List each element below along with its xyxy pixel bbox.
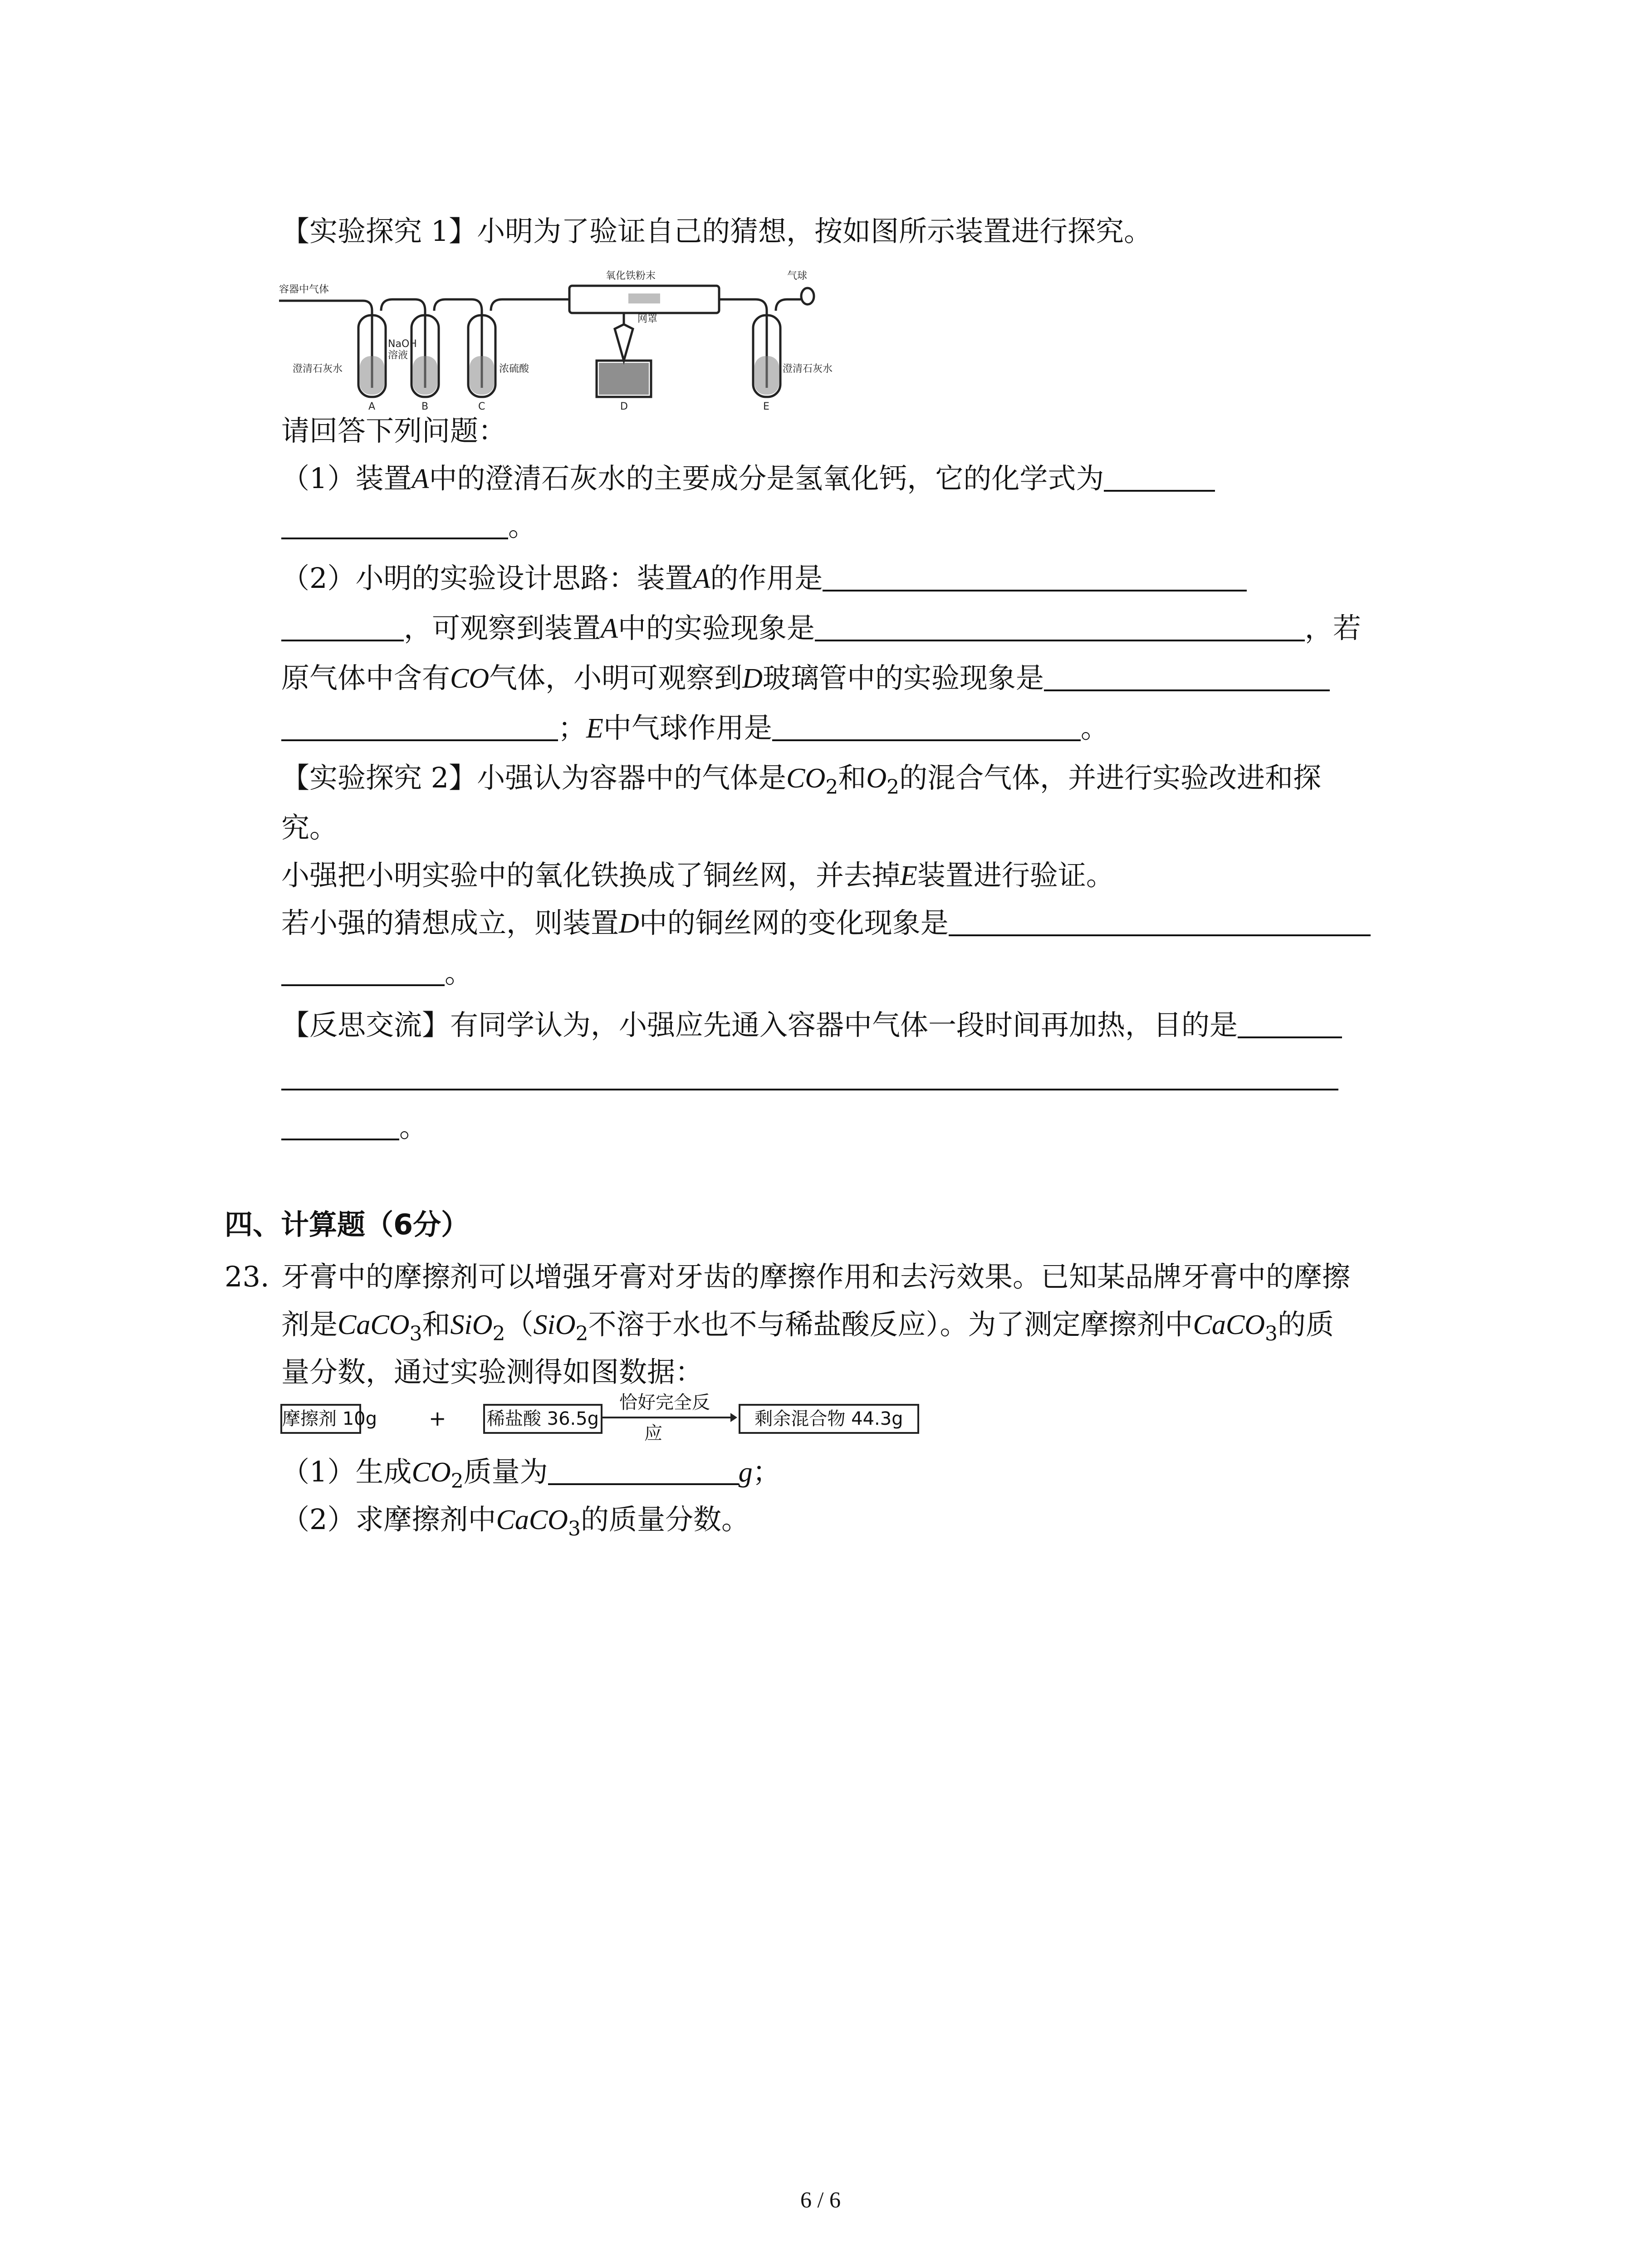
explore2-answer-blank-b[interactable] xyxy=(281,957,445,986)
explore1-text: 小明为了验证自己的猜想，按如图所示装置进行探究。 xyxy=(477,215,1152,248)
letter-d: D xyxy=(620,401,628,412)
explore2-var-d: D xyxy=(619,908,639,939)
explore2-o2-sub: 2 xyxy=(887,776,900,799)
plus-sign: + xyxy=(429,1406,446,1431)
arrow-label-bottom: 应 xyxy=(644,1423,662,1444)
q23-text1: 牙膏中的摩擦剂可以增强牙膏对牙齿的摩擦作用和去污效果。已知某品牌牙膏中的摩擦 xyxy=(281,1260,1351,1293)
balloon-label: 气球 xyxy=(787,270,808,282)
explore2-text1: 小强认为容器中的气体是 xyxy=(477,761,787,794)
q23-sub2-number: （2） xyxy=(281,1503,356,1536)
acid-box: 稀盐酸 36.5g xyxy=(483,1404,603,1434)
q1-end: 。 xyxy=(508,509,537,543)
explore2-line5 xyxy=(281,955,473,991)
explore2-end: 。 xyxy=(445,956,473,989)
reflect-heading: 【反思交流】 xyxy=(281,1008,451,1041)
reflect-line1 xyxy=(281,1007,1342,1043)
section4-title: 四、计算题（6分） xyxy=(225,1208,470,1241)
reflect-answer-blank-b[interactable] xyxy=(281,1061,1338,1090)
explore1-heading: 【实验探究 1】 xyxy=(281,215,477,248)
letter-b: B xyxy=(421,401,429,412)
q23-sio2: SiO xyxy=(450,1310,493,1340)
q2-answer-blank-c[interactable] xyxy=(815,612,1305,641)
explore2-co2: CO xyxy=(786,763,826,794)
q2-var-e: E xyxy=(586,713,603,744)
q2-line2 xyxy=(281,610,1361,647)
q23-line2 xyxy=(281,1306,1334,1343)
q1-var-a: A xyxy=(411,464,429,494)
q1-answer-blank-b[interactable] xyxy=(281,510,508,539)
q2-answer-blank-d[interactable] xyxy=(1044,662,1330,691)
q23-caco3-b: CaCO xyxy=(1193,1310,1265,1340)
q2-text9: ； xyxy=(558,711,587,744)
q1-text-pre: 装置 xyxy=(355,462,412,495)
q23-line1 xyxy=(225,1259,1350,1295)
q2-text5: ，若 xyxy=(1304,611,1361,645)
q23-caco3-sub: 3 xyxy=(409,1322,422,1345)
q23-text2a: 剂是 xyxy=(281,1308,338,1341)
letter-c: C xyxy=(478,401,485,412)
q23-and: 和 xyxy=(422,1308,451,1341)
q1-line2 xyxy=(281,508,536,544)
q23-unit-g: g xyxy=(738,1457,753,1488)
q1-line xyxy=(281,460,1215,497)
explore2-line1 xyxy=(281,760,1321,797)
q23-number: 23. xyxy=(225,1260,269,1293)
q2-var-d: D xyxy=(742,663,763,694)
q2-text6: 原气体中含有 xyxy=(281,661,451,694)
q2-answer-blank-f[interactable] xyxy=(772,712,1081,741)
acid-label: 浓硫酸 xyxy=(499,363,529,375)
q23-sub2-line xyxy=(281,1501,749,1538)
explore2-heading: 【实验探究 2】 xyxy=(281,761,477,794)
q23-co2-sub: 2 xyxy=(451,1470,464,1493)
q2-text10: 中气球作用是 xyxy=(603,711,772,744)
inlet-label: 容器中气体 xyxy=(279,284,329,295)
q2-answer-blank-e[interactable] xyxy=(281,712,558,741)
q23-caco3-b-sub: 3 xyxy=(1265,1322,1278,1345)
q23-sub1-text-a: 生成 xyxy=(355,1455,412,1488)
explore2-and: 和 xyxy=(838,761,867,794)
reflect-answer-blank-c[interactable] xyxy=(281,1111,399,1140)
q2-answer-blank-b[interactable] xyxy=(281,612,404,641)
explore2-o2: O xyxy=(866,763,887,794)
q2-text8: 玻璃管中的实验现象是 xyxy=(762,661,1044,694)
explore2-l4b: 中的铜丝网的变化现象是 xyxy=(639,906,949,939)
explore2-line2: 究。 xyxy=(281,811,338,844)
q23-sub2-text-b: 的质量分数。 xyxy=(580,1503,749,1536)
q2-number: （2） xyxy=(281,562,356,595)
explore2-co2-sub: 2 xyxy=(825,776,838,799)
naoh-label-line2: 溶液 xyxy=(388,350,408,361)
q2-var-a: A xyxy=(693,563,710,594)
limewater-a-label: 澄清石灰水 xyxy=(293,363,343,375)
q23-sio2-b-sub: 2 xyxy=(575,1322,588,1345)
q2-text4: 中的实验现象是 xyxy=(617,611,815,645)
q23-sio2-b: SiO xyxy=(533,1310,576,1340)
reflect-line2 xyxy=(281,1059,1338,1095)
q23-sub1-end: ； xyxy=(752,1455,781,1488)
q2-text11: 。 xyxy=(1080,711,1109,744)
q2-text1: 小明的实验设计思路：装置 xyxy=(355,562,693,595)
q1-text-post: 中的澄清石灰水的主要成分是氢氧化钙，它的化学式为 xyxy=(429,462,1104,495)
q23-line3: 量分数，通过实验测得如图数据： xyxy=(281,1355,704,1388)
explore2-answer-blank-a[interactable] xyxy=(949,907,1371,936)
q23-answer-blank[interactable] xyxy=(548,1456,739,1485)
mesh-label: 网罩 xyxy=(637,313,658,325)
q1-number: （1） xyxy=(281,462,356,495)
letter-e: E xyxy=(763,401,769,412)
letter-a: A xyxy=(368,401,376,412)
limewater-e-label: 澄清石灰水 xyxy=(783,363,833,375)
q2-line1 xyxy=(281,560,1247,597)
q23-caco3-c-sub: 3 xyxy=(568,1517,581,1540)
explore2-text2: 的混合气体，并进行实验改进和探 xyxy=(899,761,1322,794)
q2-answer-blank-a[interactable] xyxy=(823,562,1247,591)
arrow-label-top: 恰好完全反 xyxy=(619,1392,710,1413)
q23-sio2-sub: 2 xyxy=(492,1322,505,1345)
remaining-mixture-box: 剩余混合物 44.3g xyxy=(739,1404,919,1434)
q23-text2b: （ xyxy=(505,1308,534,1341)
apparatus-figure xyxy=(279,265,833,412)
abrasive-box: 摩擦剂 10g xyxy=(280,1404,361,1434)
q2-co: CO xyxy=(450,663,490,694)
reflect-line3 xyxy=(281,1109,427,1145)
q23-sub1-number: （1） xyxy=(281,1455,356,1488)
explore2-line3 xyxy=(281,857,1114,894)
q2-var-a2: A xyxy=(601,613,618,644)
q2-text2: 的作用是 xyxy=(710,562,823,595)
q2-line3 xyxy=(281,660,1330,697)
q23-co2: CO xyxy=(411,1457,451,1488)
explore2-l4a: 若小强的猜想成立，则装置 xyxy=(281,906,619,939)
question-intro: 请回答下列问题： xyxy=(281,414,507,447)
naoh-label-line1: NaOH xyxy=(388,338,417,350)
explore2-var-e: E xyxy=(900,860,917,891)
page-number: 6 / 6 xyxy=(800,2187,841,2212)
q23-caco3: CaCO xyxy=(338,1310,410,1340)
q23-sub1-line xyxy=(281,1454,781,1491)
reflect-answer-blank-a[interactable] xyxy=(1238,1009,1342,1038)
explore1-line xyxy=(281,213,1152,249)
reaction-arrow xyxy=(601,1406,737,1429)
q23-sub1-text-b: 质量为 xyxy=(463,1455,548,1488)
reflect-end: 。 xyxy=(399,1110,428,1144)
q2-text7: 气体，小明可观察到 xyxy=(489,661,743,694)
q23-text2d: 的质 xyxy=(1278,1308,1334,1341)
explore2-l3b: 装置进行验证。 xyxy=(917,859,1114,892)
q23-caco3-c: CaCO xyxy=(496,1505,568,1535)
explore2-line4 xyxy=(281,905,1371,942)
oxide-label: 氧化铁粉末 xyxy=(606,270,656,282)
reflect-text: 有同学认为，小强应先通入容器中气体一段时间再加热，目的是 xyxy=(450,1008,1238,1041)
q1-answer-blank-a[interactable] xyxy=(1104,463,1215,492)
q23-text2c: 不溶于水也不与稀盐酸反应）。为了测定摩擦剂中 xyxy=(588,1308,1193,1341)
explore2-l3a: 小强把小明实验中的氧化铁换成了铜丝网，并去掉 xyxy=(281,859,901,892)
q2-line4 xyxy=(281,710,1109,747)
q23-sub2-text-a: 求摩擦剂中 xyxy=(355,1503,496,1536)
q2-text3: ，可观察到装置 xyxy=(404,611,601,645)
